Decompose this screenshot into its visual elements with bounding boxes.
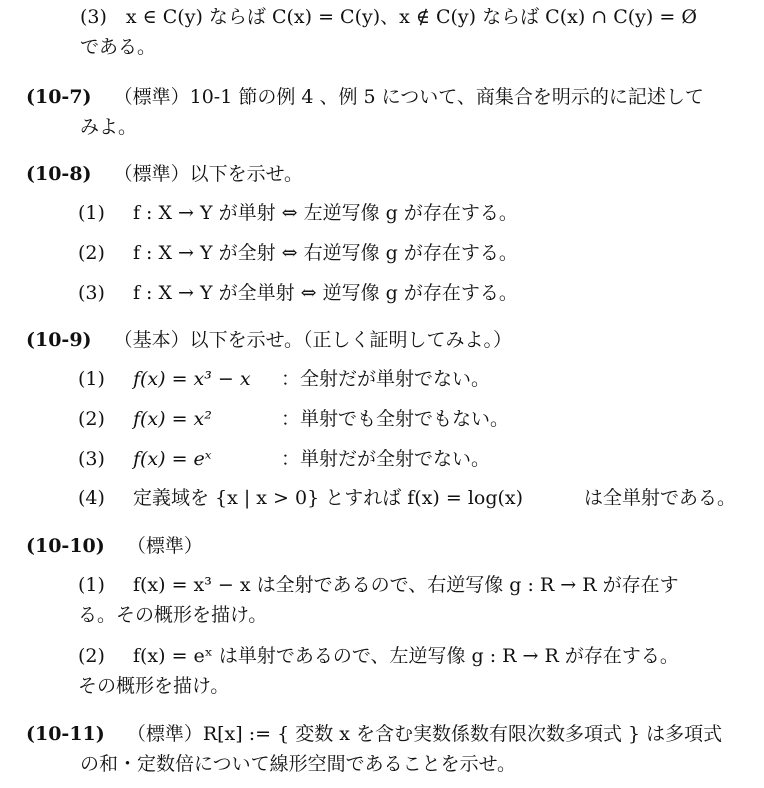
- top-item-3-line-2: である。: [80, 36, 157, 58]
- item-text: ：単射だが全射でない。: [281, 448, 491, 470]
- problem-10-10-item: [78, 576, 679, 595]
- item-text: f : X → Y が全単射 ⇔ 逆写像 g が存在する。: [132, 282, 518, 304]
- item-text: ：単射でも全射でもない。: [281, 408, 510, 430]
- item-label: (1): [78, 368, 105, 390]
- problem-10-7-line-2: みよ。: [80, 116, 138, 138]
- item-text: f : X → Y が単射 ⇔ 左逆写像 g が存在する。: [132, 202, 518, 224]
- problem-10-10-item-1-line-2: る。その概形を描け。: [78, 604, 268, 626]
- problem-number: (10-7): [26, 86, 92, 108]
- item-text: f : X → Y が全射 ⇔ 右逆写像 g が存在する。: [132, 242, 518, 264]
- item-formula: f(x) = x²: [132, 408, 212, 430]
- item-formula: f(x) = x³ − x: [132, 368, 251, 390]
- problem-10-10: [26, 537, 203, 556]
- item-text: は全単射である。: [584, 487, 737, 509]
- problem-intro: （標準）以下を示せ。: [113, 163, 304, 185]
- item-formula: f(x) = eˣ: [132, 448, 212, 470]
- item-text: ：全射だが単射でない。: [281, 368, 491, 390]
- problem-10-9-item: [78, 370, 490, 389]
- problem-10-8-item: [78, 244, 518, 263]
- item-label: (2): [78, 645, 105, 667]
- top-item-3-line-1: (3) x ∈ C(y) ならば C(x) = C(y)、x ∉ C(y) ならば C(x) ∩ C(y) = Ø: [80, 6, 697, 28]
- item-label: (1): [78, 202, 105, 224]
- problem-10-10-item: [78, 647, 679, 666]
- item-label: (2): [78, 242, 105, 264]
- problem-10-8-item: [78, 204, 518, 223]
- problem-number: (10-10): [26, 535, 105, 557]
- item-text: f(x) = eˣ は単射であるので、左逆写像 g : R → R が存在する。: [132, 645, 679, 667]
- problem-text: （標準）10-1 節の例 4 、例 5 について、商集合を明示的に記述して: [113, 86, 704, 108]
- item-label: (1): [78, 574, 105, 596]
- problem-10-10-item-2-line-2: その概形を描け。: [78, 675, 230, 697]
- item-label: (4): [78, 487, 105, 509]
- problem-intro: （標準）: [126, 535, 203, 557]
- problem-10-11-line-2: の和・定数倍について線形空間であることを示せ。: [80, 753, 517, 775]
- problem-10-9-item: [78, 489, 736, 508]
- problem-10-11: [26, 725, 722, 744]
- problem-10-7: [26, 88, 704, 107]
- problem-10-8-item: [78, 284, 518, 303]
- item-formula: 定義域を {x | x > 0} とすれば f(x) = log(x): [132, 487, 524, 509]
- problem-10-9: [26, 331, 512, 350]
- problem-number: (10-9): [26, 329, 92, 351]
- problem-intro: （基本）以下を示せ。（正しく証明してみよ。）: [113, 329, 513, 351]
- problem-number: (10-11): [26, 723, 105, 745]
- item-label: (3): [78, 448, 105, 470]
- item-label: (3): [78, 282, 105, 304]
- problem-number: (10-8): [26, 163, 92, 185]
- problem-text: （標準）R[x] := { 変数 x を含む実数係数有限次数多項式 } は多項式: [126, 723, 723, 745]
- item-text: f(x) = x³ − x は全射であるので、右逆写像 g : R → R が存在す: [132, 574, 679, 596]
- problem-10-9-item: [78, 450, 490, 469]
- problem-10-9-item: [78, 410, 509, 429]
- item-label: (2): [78, 408, 105, 430]
- problem-10-8: [26, 165, 303, 184]
